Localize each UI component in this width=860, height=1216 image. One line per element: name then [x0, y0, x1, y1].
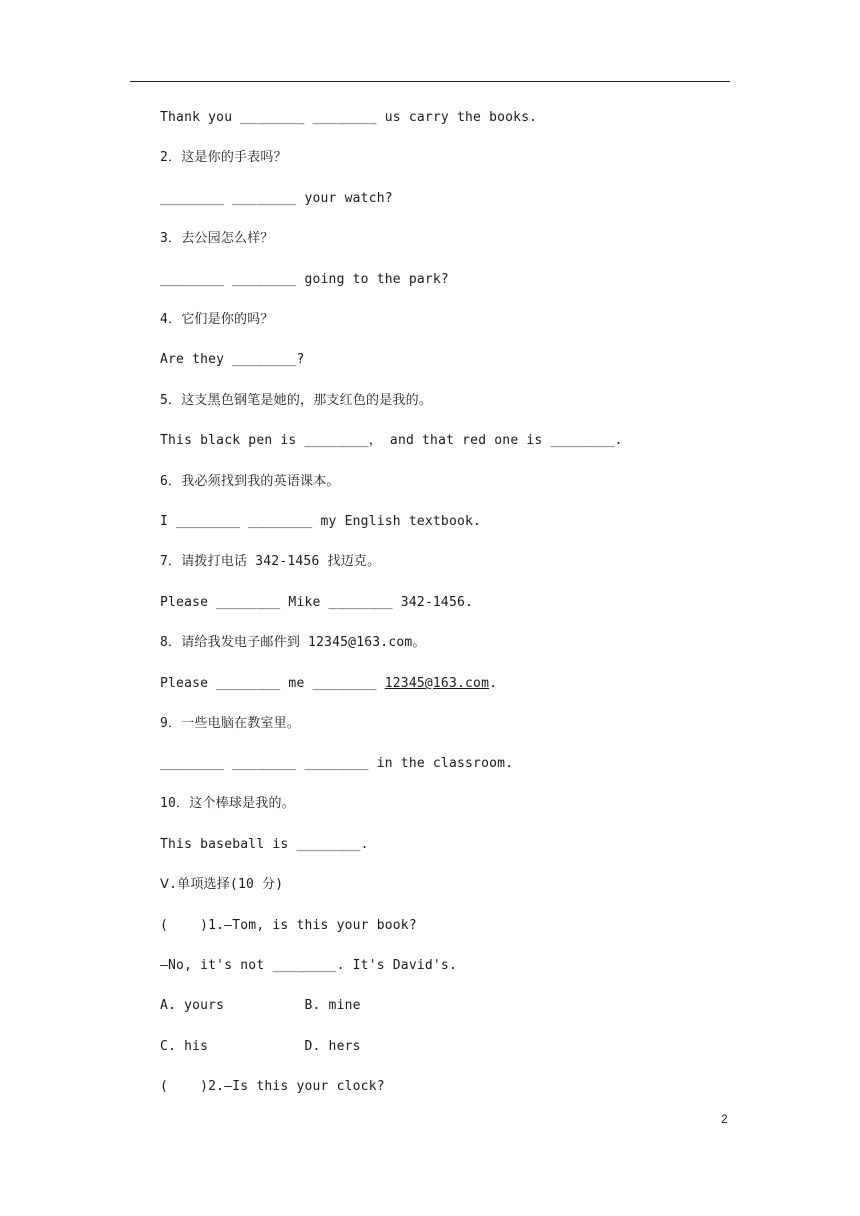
q6-prompt: 6．我必须找到我的英语课本。 — [160, 474, 340, 489]
q8-answer-suffix: . — [489, 676, 498, 691]
q2-prompt: 2．这是你的手表吗？ — [160, 150, 287, 165]
email-link[interactable]: 12345@163.com — [384, 676, 490, 691]
q1-answer-line: Thank you ________ ________ us carry the books. — [160, 110, 538, 125]
mc1-response: —No, it's not ________. It's David's. — [160, 958, 457, 973]
mc1-options-ab: A. yours B. mine — [160, 998, 361, 1013]
q6-answer-line: I ________ ________ my English textbook. — [160, 514, 482, 529]
header-rule — [130, 81, 730, 82]
q8-prompt: 8．请给我发电子邮件到 12345@163.com。 — [160, 635, 426, 650]
mc2-question: ( )2.—Is this your clock? — [160, 1079, 385, 1094]
q8-answer-line — [160, 676, 497, 692]
q10-prompt: 10．这个棒球是我的。 — [160, 796, 295, 811]
q9-answer-line: ________ ________ ________ in the classroom. — [160, 756, 514, 771]
q9-prompt: 9．一些电脑在教室里。 — [160, 716, 301, 731]
mc1-question: ( )1.—Tom, is this your book? — [160, 918, 417, 933]
page-number: 2 — [721, 1112, 728, 1126]
q3-prompt: 3．去公园怎么样？ — [160, 231, 274, 246]
q7-answer-line: Please ________ Mike ________ 342-1456. — [160, 595, 474, 610]
q5-answer-line: This black pen is ________， and that red one is ________. — [160, 433, 623, 448]
q7-prompt: 7．请拨打电话 342-1456 找迈克。 — [160, 554, 381, 569]
q4-answer-line: Are they ________? — [160, 352, 305, 367]
q3-answer-line: ________ ________ going to the park? — [160, 272, 449, 287]
q8-answer-prefix: Please ________ me ________ — [160, 676, 385, 691]
q4-prompt: 4．它们是你的吗？ — [160, 312, 274, 327]
section-heading: Ⅴ.单项选择(10 分) — [160, 877, 284, 892]
q10-answer-line: This baseball is ________. — [160, 837, 369, 852]
q5-prompt: 5．这支黑色钢笔是她的，那支红色的是我的。 — [160, 393, 433, 408]
mc1-options-cd: C. his D. hers — [160, 1039, 361, 1054]
q2-answer-line: ________ ________ your watch? — [160, 191, 393, 206]
